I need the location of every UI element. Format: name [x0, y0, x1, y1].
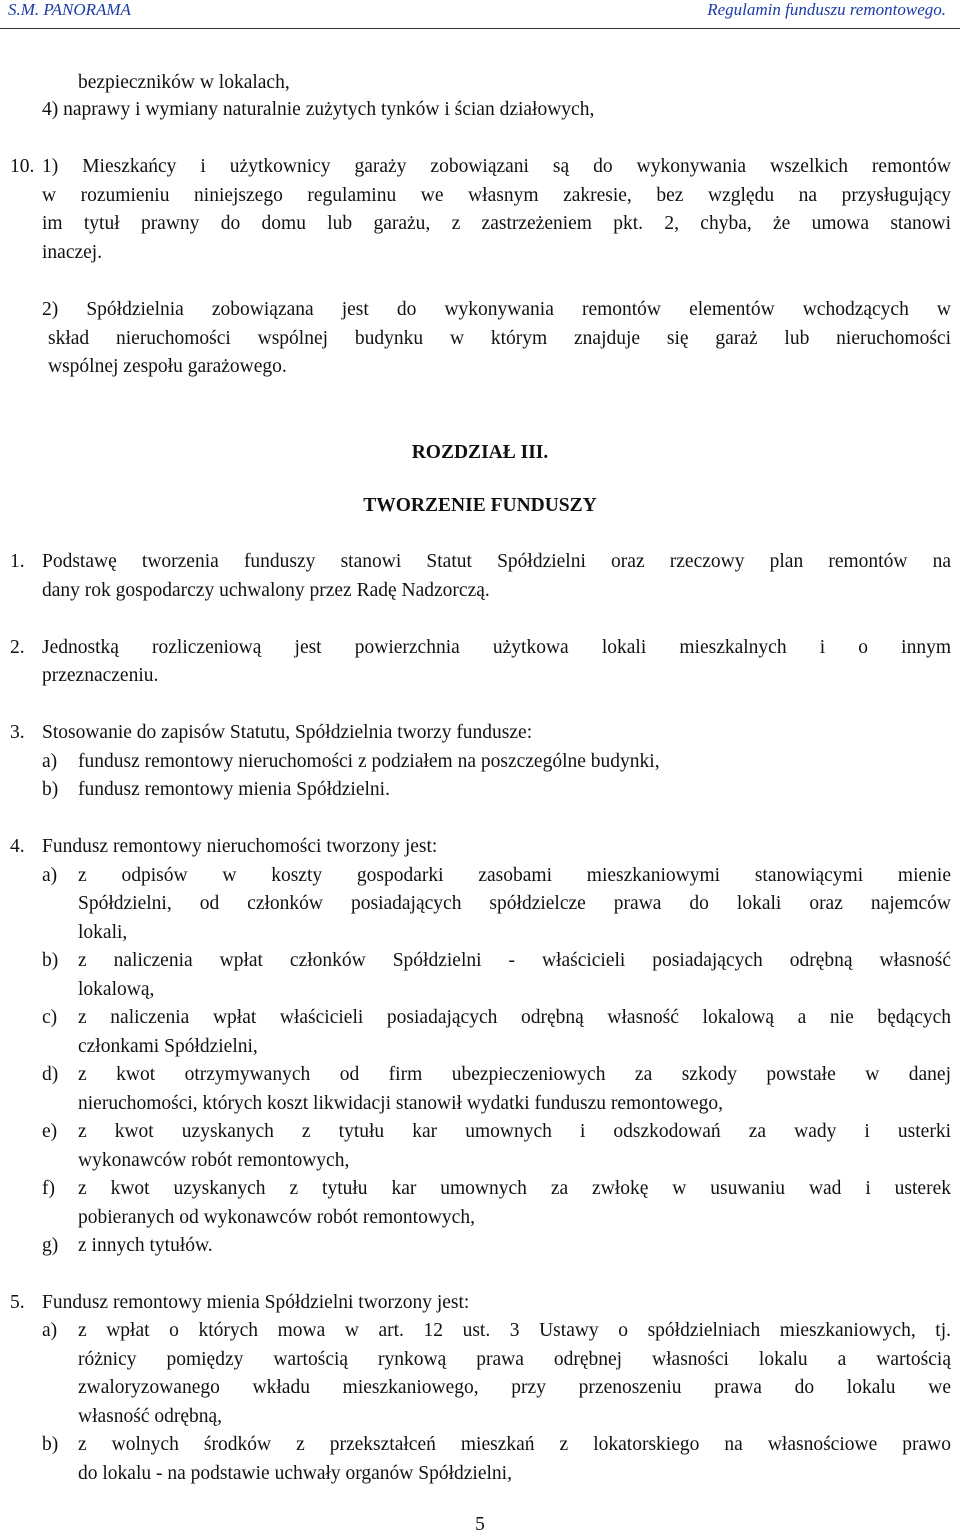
text-line: Podstawę tworzenia funduszy stanowi Statut Spółdzielni oraz rzeczowy plan remontów na — [42, 551, 951, 572]
text-line: Stosowanie do zapisów Statutu, Spółdzielnia tworzy fundusze: — [42, 722, 533, 743]
list-marker: f) — [42, 1178, 55, 1199]
text-line: 1) Mieszkańcy i użytkownicy garaży zobowiązani są do wykonywania wszelkich remontów — [42, 156, 951, 177]
item-number: 4. — [10, 836, 25, 857]
paragraph-number: 10. — [10, 156, 35, 177]
list-item: różnicy pomiędzy wartością rynkową prawa odrębnej własności lokalu a wartością — [78, 1349, 951, 1370]
list-item: lokali, — [78, 922, 128, 943]
list-marker: a) — [42, 751, 58, 772]
list-marker: a) — [42, 865, 58, 886]
list-item: fundusz remontowy mienia Spółdzielni. — [78, 779, 390, 800]
list-item: własność odrębną, — [78, 1406, 223, 1427]
list-item: wykonawców robót remontowych, — [78, 1150, 350, 1171]
text-line: w rozumieniu niniejszego regulaminu we własnym zakresie, bez względu na przysługujący — [42, 185, 951, 206]
text-line: skład nieruchomości wspólnej budynku w którym znajduje się garaż lub nieruchomości — [48, 328, 951, 349]
list-marker: b) — [42, 779, 59, 800]
item-number: 3. — [10, 722, 25, 743]
list-item: nieruchomości, których koszt likwidacji stanowił wydatki funduszu remontowego, — [78, 1093, 723, 1114]
list-item: z naliczenia wpłat właścicieli posiadających odrębną własność lokalową a nie będących — [78, 1007, 951, 1028]
list-item: z kwot otrzymywanych od firm ubezpieczeniowych za szkody powstałe w danej — [78, 1064, 951, 1085]
list-marker: b) — [42, 950, 59, 971]
list-marker: a) — [42, 1320, 58, 1341]
item-number: 2. — [10, 637, 25, 658]
list-item: fundusz remontowy nieruchomości z podziałem na poszczególne budynki, — [78, 751, 660, 772]
list-marker: d) — [42, 1064, 59, 1085]
header-document-title: Regulamin funduszu remontowego. — [707, 0, 946, 19]
list-item: z wolnych środków z przekształceń mieszkań z lokatorskiego na własnościowe prawo — [78, 1434, 951, 1455]
list-item: lokalową, — [78, 979, 155, 1000]
list-item: Spółdzielni, od członków posiadających spółdzielcze prawa do lokali oraz najemców — [78, 893, 951, 914]
list-marker: e) — [42, 1121, 58, 1142]
list-item: z innych tytułów. — [78, 1235, 213, 1256]
chapter-title: ROZDZIAŁ III. — [411, 442, 549, 463]
text-line: wspólnej zespołu garażowego. — [48, 356, 287, 377]
list-item: z naliczenia wpłat członków Spółdzielni - właścicieli posiadających odrębną własność — [78, 950, 951, 971]
text-line: inaczej. — [42, 242, 103, 263]
text-line: przeznaczeniu. — [42, 665, 159, 686]
text-line: 4) naprawy i wymiany naturalnie zużytych tynków i ścian działowych, — [42, 99, 595, 120]
list-item: członkami Spółdzielni, — [78, 1036, 258, 1057]
text-line: dany rok gospodarczy uchwalony przez Radę Nadzorczą. — [42, 580, 490, 601]
item-number: 1. — [10, 551, 25, 572]
list-marker: g) — [42, 1235, 59, 1256]
text-line: Jednostką rozliczeniową jest powierzchnia użytkowa lokali mieszkalnych i o innym — [42, 637, 951, 658]
text-line: bezpieczników w lokalach, — [78, 72, 290, 93]
page-header — [0, 0, 960, 29]
text-line: im tytuł prawny do domu lub garażu, z zastrzeżeniem pkt. 2, chyba, że umowa stanowi — [42, 213, 951, 234]
list-marker: c) — [42, 1007, 58, 1028]
list-item: z kwot uzyskanych z tytułu kar umownych za zwłokę w usuwaniu wad i usterek — [78, 1178, 951, 1199]
chapter-subtitle: TWORZENIE FUNDUSZY — [363, 495, 597, 516]
list-marker: b) — [42, 1434, 59, 1455]
text-line: Fundusz remontowy nieruchomości tworzony jest: — [42, 836, 438, 857]
header-company: S.M. PANORAMA — [8, 0, 131, 19]
list-item: z odpisów w koszty gospodarki zasobami mieszkaniowymi stanowiącymi mienie — [78, 865, 951, 886]
item-number: 5. — [10, 1292, 25, 1313]
list-item: z wpłat o których mowa w art. 12 ust. 3 Ustawy o spółdzielniach mieszkaniowych, tj. — [78, 1320, 951, 1341]
text-line: Fundusz remontowy mienia Spółdzielni tworzony jest: — [42, 1292, 470, 1313]
page-number: 5 — [475, 1514, 485, 1535]
list-item: pobieranych od wykonawców robót remontowych, — [78, 1207, 475, 1228]
list-item: zwaloryzowanego wkładu mieszkaniowego, przy przenoszeniu prawa do lokalu we — [78, 1377, 951, 1398]
list-item: z kwot uzyskanych z tytułu kar umownych i odszkodowań za wady i usterki — [78, 1121, 951, 1142]
list-item: do lokalu - na podstawie uchwały organów Spółdzielni, — [78, 1463, 512, 1484]
text-line: 2) Spółdzielnia zobowiązana jest do wykonywania remontów elementów wchodzących w — [42, 299, 951, 320]
